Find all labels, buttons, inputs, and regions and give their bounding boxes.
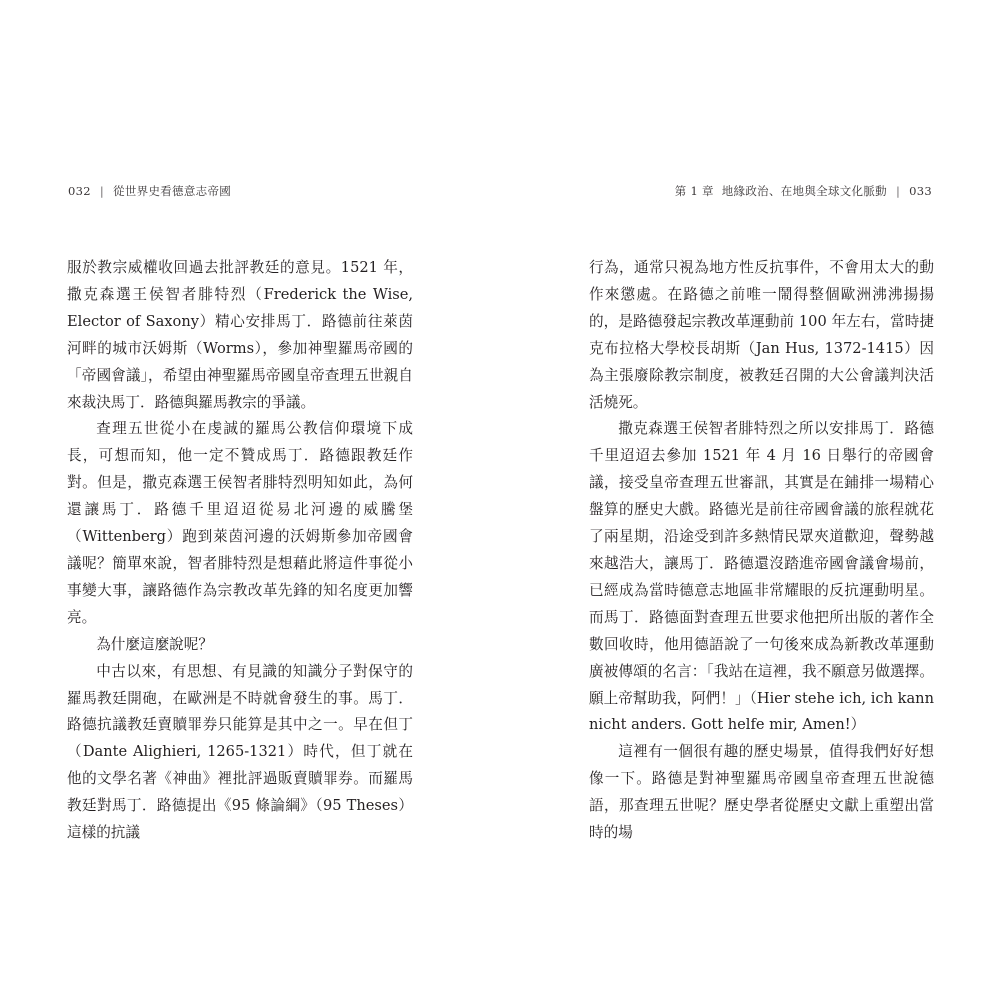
right-page [500, 0, 1000, 1000]
right-body-text [589, 255, 934, 847]
chapter-title: 地緣政治、在地與全球文化脈動 [721, 184, 887, 198]
chapter-label: 第 1 章 [674, 184, 714, 198]
header-divider: | [895, 184, 901, 198]
right-page-number: 033 [909, 184, 932, 198]
paragraph: 撒克森選王侯智者腓特烈之所以安排馬丁．路德千里迢迢去參加 1521 年 4 月 16 日舉行的帝國會議，接受皇帝查理五世審訊，其實是在鋪排一場精心盤算的歷史大戲。路德光是前往帝國會議的旅程就花了兩星期，沿途受到許多熱情民眾夾道歡迎，聲勢越來越浩大，讓馬丁．路德還沒踏進帝國會議會場前，已經成為當時德意志地區非常耀眼的反抗運動明星。而馬丁．路德面對查理五世要求他把所出版的著作全數回收時，他用德語說了一句後來成為新教改革運動廣被傳頌的名言：「我站在這裡，我不願意另做選擇。願上帝幫助我，阿們！」（Hier stehe ich, ich kann nicht anders. Gott helfe mir, Amen!） [589, 420, 934, 734]
left-body-text [67, 255, 413, 847]
paragraph: 行為，通常只視為地方性反抗事件，不會用太大的動作來懲處。在路德之前唯一鬧得整個歐洲沸沸揚揚的，是路德發起宗教改革運動前 100 年左右，當時捷克布拉格大學校長胡斯（Jan Hus, 1372-1415）因為主張廢除教宗制度，被教廷召開的大公會議判決活活燒死。 [589, 259, 934, 411]
paragraph: 為什麼這麼說呢？ [96, 635, 213, 653]
book-title: 從世界史看德意志帝國 [113, 184, 232, 198]
paragraph: 中古以來，有思想、有見識的知識分子對保守的羅馬教廷開砲，在歐洲是不時就會發生的事。馬丁．路德抗議教廷賣贖罪券只能算是其中之一。早在但丁（Dante Alighieri, 1265-1321）時代，但丁就在他的文學名著《神曲》裡批評過販賣贖罪券。而羅馬教廷對馬丁．路德提出《95 條論綱》（95 Theses）這樣的抗議 [67, 662, 413, 842]
left-page-number: 032 [68, 184, 91, 198]
left-running-header [68, 183, 231, 199]
paragraph: 查理五世從小在虔誠的羅馬公教信仰環境下成長，可想而知，他一定不贊成馬丁．路德跟教廷作對。但是，撒克森選王侯智者腓特烈明知如此，為何還讓馬丁．路德千里迢迢從易北河邊的威騰堡（Wittenberg）跑到萊茵河邊的沃姆斯參加帝國會議呢？簡單來說，智者腓特烈是想藉此將這件事從小事變大事，讓路德作為宗教改革先鋒的知名度更加響亮。 [67, 420, 413, 626]
header-divider: | [99, 184, 105, 198]
paragraph: 這裡有一個很有趣的歷史場景，值得我們好好想像一下。路德是對神聖羅馬帝國皇帝查理五世說德語，那查理五世呢？歷史學者從歷史文獻上重塑出當時的場 [589, 743, 934, 842]
right-running-header [675, 183, 932, 199]
paragraph: 服於教宗威權收回過去批評教廷的意見。1521 年，撒克森選王侯智者腓特烈（Frederick the Wise, Elector of Saxony）精心安排馬丁．路德前往萊茵河畔的城市沃姆斯（Worms），參加神聖羅馬帝國的「帝國會議」，希望由神聖羅馬帝國皇帝查理五世親自來裁決馬丁．路德與羅馬教宗的爭議。 [67, 259, 413, 411]
